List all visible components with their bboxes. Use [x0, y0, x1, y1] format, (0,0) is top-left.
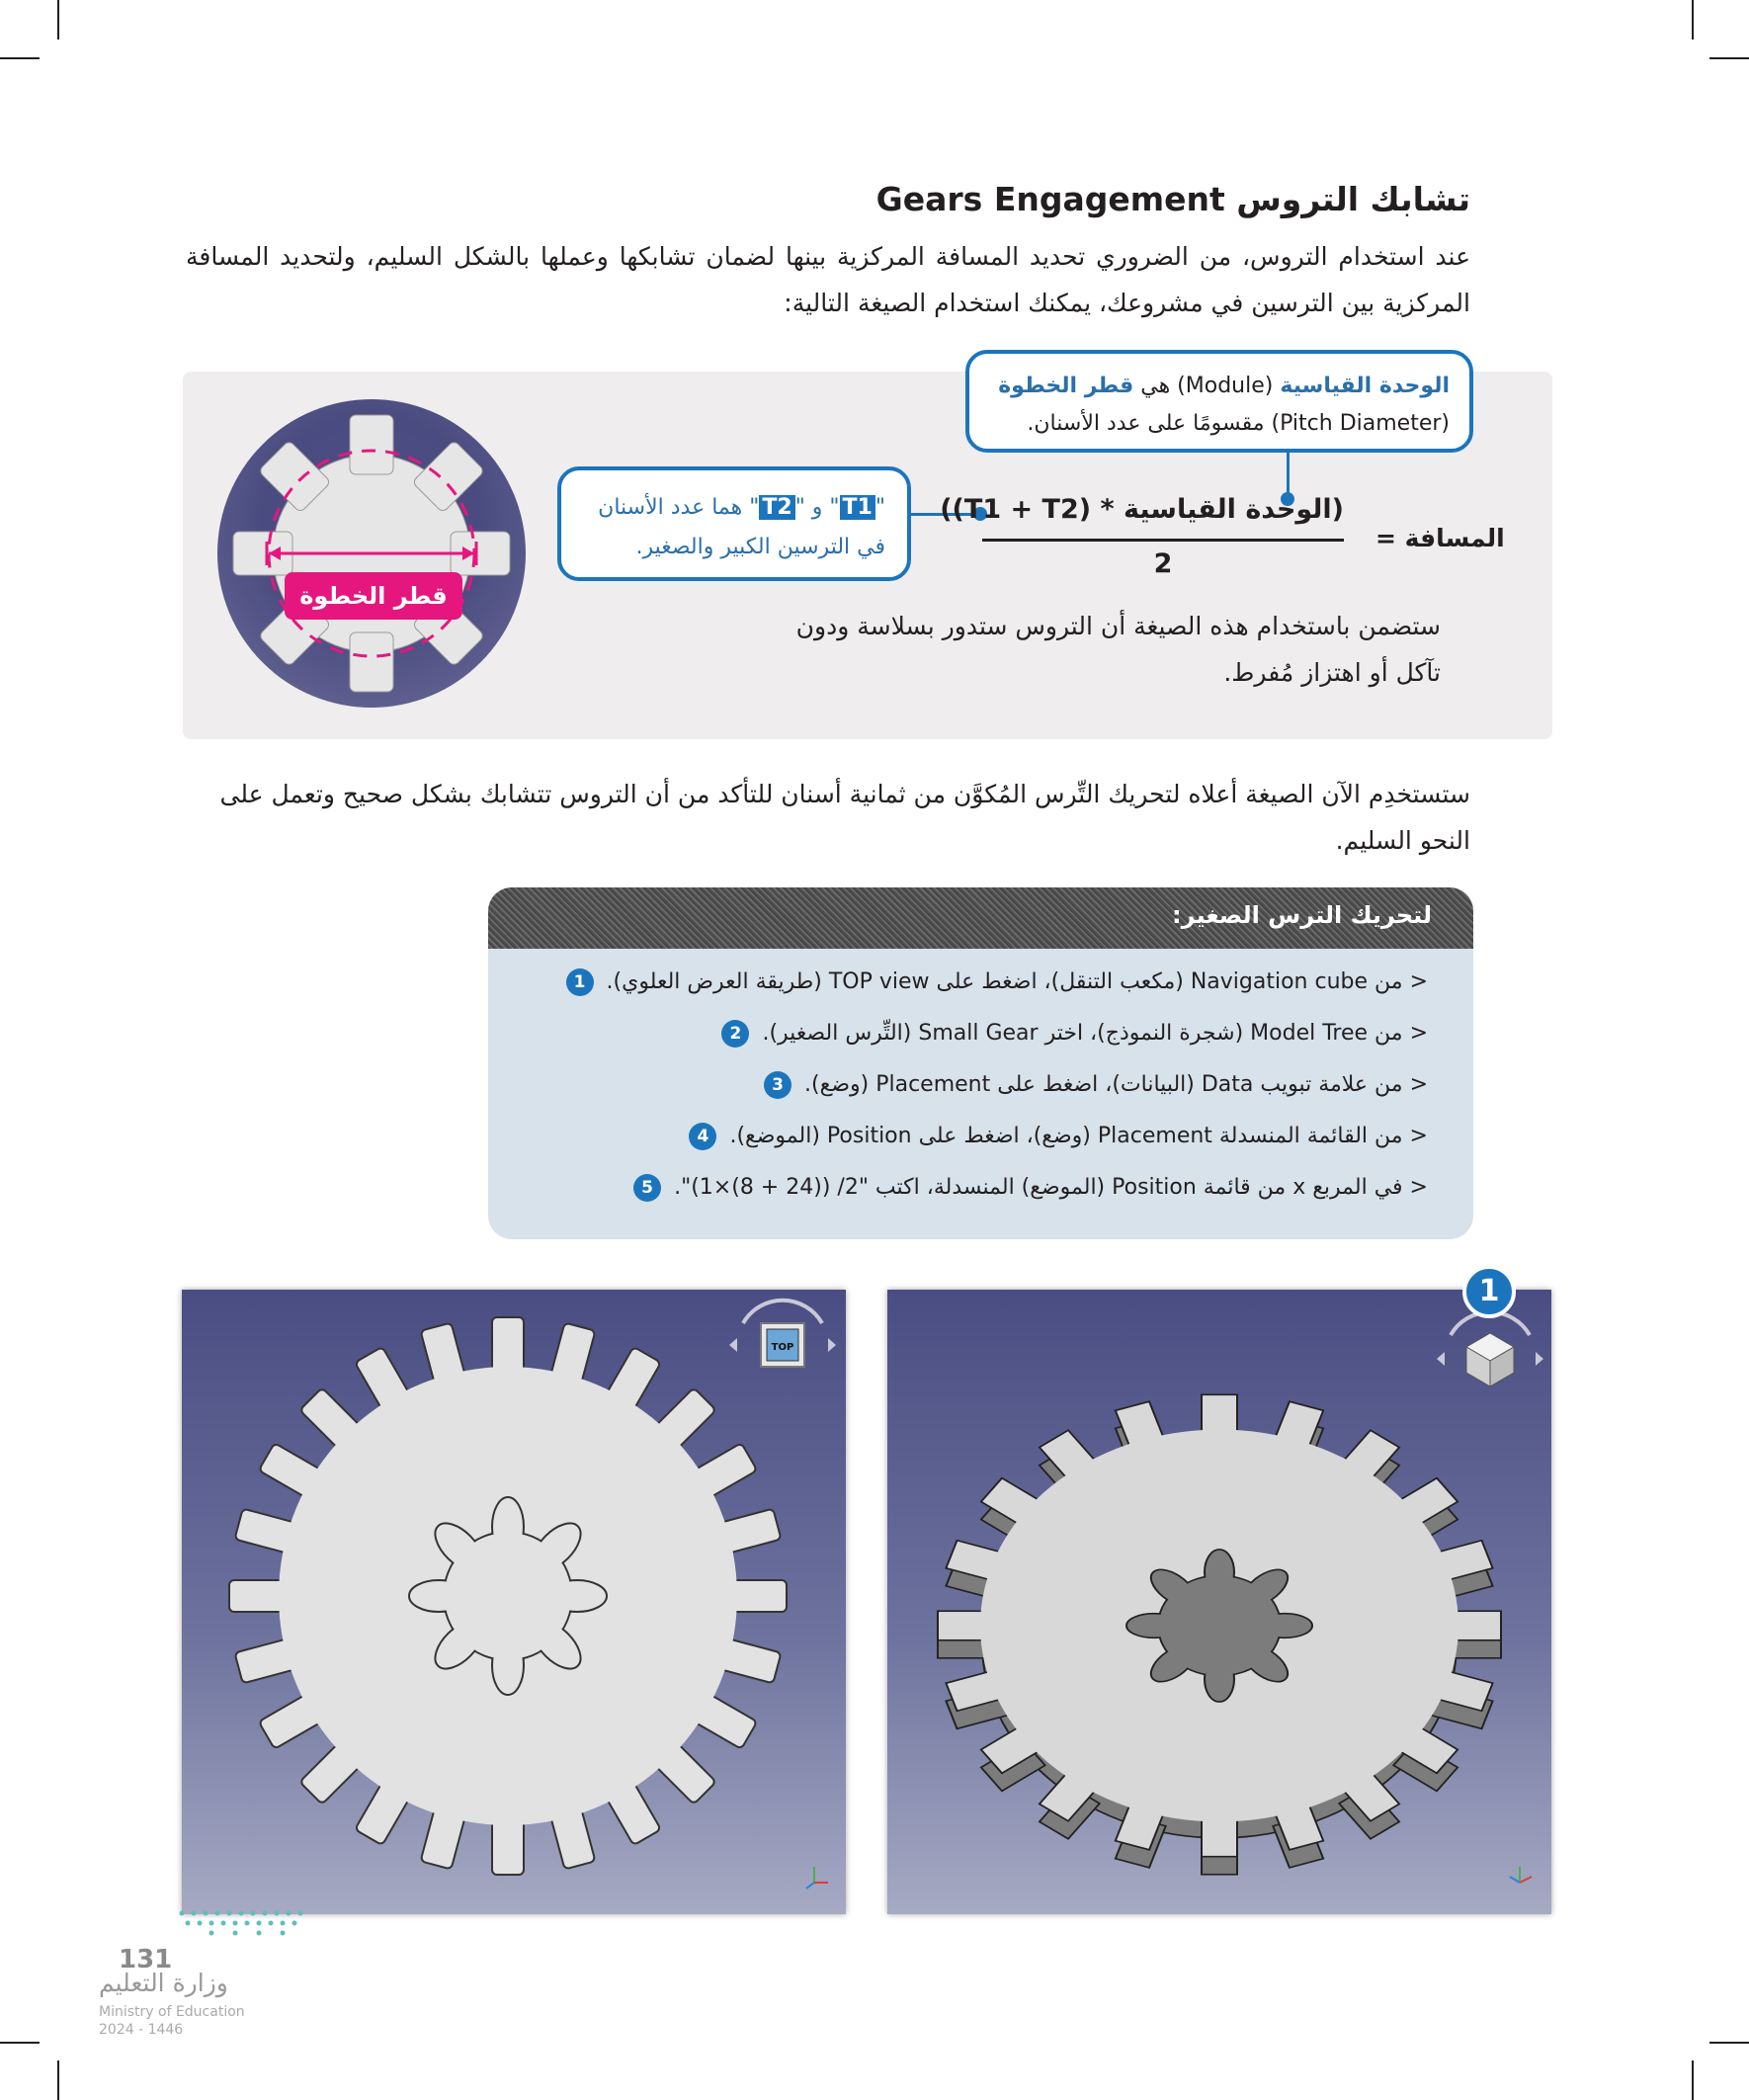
step-number-badge: 1 [566, 968, 594, 996]
crop-mark [0, 57, 40, 59]
step-text: < في المربع x من قائمة Position (الموضع) المنسدلة، اكتب "2/ ((24 + 8)×1)". [674, 1175, 1428, 1200]
teeth-definition-box [557, 466, 911, 581]
steps-title: لتحريك الترس الصغير: [1172, 901, 1432, 929]
crop-mark [1709, 2042, 1749, 2044]
t2-highlight: T2 [759, 495, 794, 520]
formula-denominator: 2 [1153, 548, 1173, 579]
crop-mark [1709, 57, 1749, 59]
crop-mark [57, 2060, 59, 2100]
edition-year: 2024 - 1446 [99, 2022, 184, 2038]
crop-mark [57, 0, 59, 40]
page-title: تشابك التروس Gears Engagement [875, 180, 1470, 218]
step-number-badge: 5 [633, 1174, 661, 1202]
pitch-term: قطر الخطوة [998, 374, 1134, 398]
teeth-rest: " هما عدد الأسنان [598, 495, 760, 520]
teeth-line-2: في الترسين الكبير والصغير. [635, 535, 885, 559]
step-text: < من Model Tree (شجرة النموذج)، اختر Small Gear (التِّرس الصغير). [762, 1021, 1428, 1046]
step-item [633, 1174, 1428, 1202]
gear-diagram [217, 399, 526, 708]
quote-mark: " [874, 495, 885, 520]
screenshot-top-view [182, 1290, 846, 1914]
step-text: < من علامة تبويب Data (البيانات)، اضغط على Placement (وضع). [804, 1072, 1428, 1097]
module-line-2: (Pitch Diameter) مقسومًا على عدد الأسنان. [1027, 411, 1450, 436]
steps-box [488, 887, 1473, 1239]
steps-header [488, 887, 1473, 949]
crop-mark [1692, 0, 1694, 40]
step-text: < من Navigation cube (مكعب التنقل)، اضغط على TOP view (طريقة العرض العلوي). [606, 969, 1428, 994]
ministry-logo-dots [176, 1907, 324, 1939]
t1-highlight: T1 [840, 495, 875, 520]
crop-mark [0, 2042, 40, 2044]
axis-icon [806, 1867, 828, 1889]
ministry-name-arabic: وزارة التعليم [99, 1969, 228, 1997]
step-number-badge: 2 [721, 1020, 749, 1048]
page-number: 131 [119, 1945, 173, 1974]
navigation-cube-icon[interactable] [1437, 1312, 1543, 1386]
formula-label: المسافة = [1375, 524, 1505, 552]
ministry-name-english: Ministry of Education [99, 2004, 245, 2020]
callout-badge-1: 1 [1462, 1265, 1516, 1318]
step-item [721, 1020, 1428, 1048]
formula-numerator: (الوحدة القياسية * (T1 + T2)) [940, 494, 1344, 525]
step-item [566, 968, 1428, 996]
module-line-1 [989, 368, 1450, 405]
step-number-badge: 4 [689, 1123, 716, 1150]
fraction-line [982, 539, 1344, 542]
step-text: < من القائمة المنسدلة Placement (وضع)، اضغط على Position (الموضع). [729, 1124, 1428, 1148]
pitch-diameter-label: قطر الخطوة [285, 572, 462, 620]
top-cube-label: TOP [771, 1342, 794, 1353]
screenshot-isometric-view [887, 1290, 1551, 1914]
intro-paragraph: عند استخدام التروس، من الضروري تحديد المسافة المركزية بينها لضمان تشابكها وعملها بالشكل السليم، ولتحديد المسافة المركزية بين الترسين في مشروعك، يمكنك استخدام الصيغة التالية: [186, 242, 1470, 317]
crop-mark [1692, 2060, 1694, 2100]
module-definition-box [965, 350, 1473, 453]
axis-icon [1510, 1867, 1532, 1883]
ensure-paragraph: ستضمن باستخدام هذه الصيغة أن التروس ستدور بسلاسة ودون تآكل أو اهتزاز مُفرط. [795, 612, 1441, 687]
module-term: الوحدة القياسية [1280, 374, 1450, 398]
teeth-line-1 [583, 488, 885, 528]
top-view-gears-svg [182, 1290, 846, 1914]
module-mid: (Module) هي [1140, 374, 1274, 398]
instruction-paragraph: ستستخدِم الآن الصيغة أعلاه لتحريك التِّرس المُكوَّن من ثمانية أسنان للتأكد من أن التروس تتشابك بشكل صحيح وتعمل على النحو السليم. [219, 780, 1470, 855]
step-item [689, 1123, 1428, 1150]
and-text: " و " [794, 495, 840, 520]
step-number-badge: 3 [764, 1071, 791, 1099]
isometric-gears-svg [887, 1290, 1551, 1914]
gear-diagram-svg [217, 399, 526, 708]
step-item [764, 1071, 1428, 1099]
navigation-cube-icon[interactable] [729, 1301, 836, 1367]
